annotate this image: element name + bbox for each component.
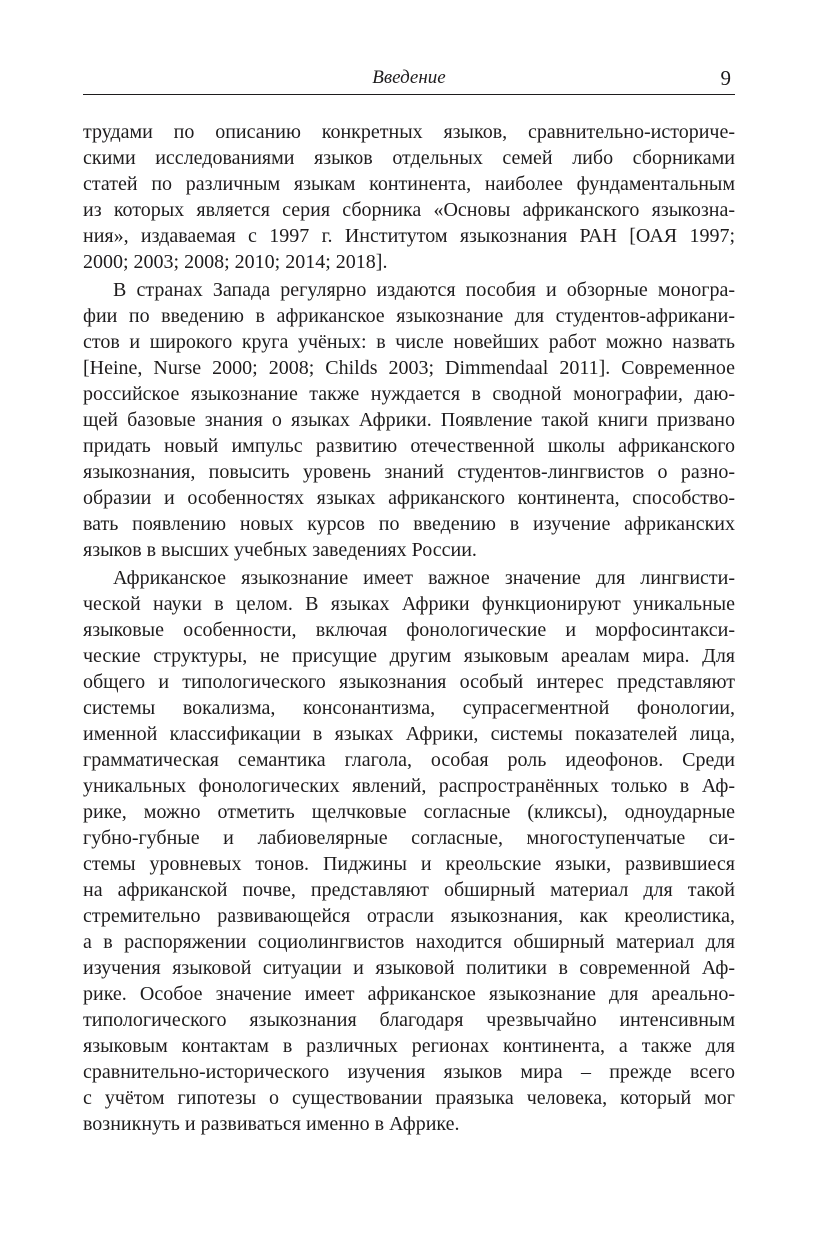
- text-line: а в распоряжении социолингвистов находится обширный материал для: [83, 931, 735, 953]
- text-line: Африканское языкознание имеет важное значение для лингвисти-: [113, 567, 735, 589]
- text-line: [Heine, Nurse 2000; 2008; Childs 2003; Dimmendaal 2011]. Современное: [83, 357, 735, 379]
- text-line: языков в высших учебных заведениях России.: [83, 539, 477, 561]
- page-number: 9: [720, 66, 731, 90]
- header-rule: [83, 94, 735, 95]
- body-text: [83, 119, 735, 1137]
- text-line: из которых является серия сборника «Основы африканского языкозна-: [83, 199, 735, 221]
- text-line: на африканской почве, представляют обширный материал для такой: [83, 879, 735, 901]
- text-line: стремительно развивающейся отрасли языкознания, как креолистика,: [83, 905, 735, 927]
- text-line: грамматическая семантика глагола, особая роль идеофонов. Среди: [83, 749, 735, 771]
- text-line: стемы уровневых тонов. Пиджины и креольские языки, развившиеся: [83, 853, 735, 875]
- text-line: В странах Запада регулярно издаются пособия и обзорные моногра-: [113, 279, 735, 301]
- text-line: вать появлению новых курсов по введению в изучение африканских: [83, 513, 735, 535]
- text-line: статей по различным языкам континента, наиболее фундаментальным: [83, 173, 735, 195]
- text-line: стов и широкого круга учёных: в числе новейших работ можно назвать: [83, 331, 735, 353]
- text-line: щей базовые знания о языках Африки. Появление такой книги призвано: [83, 409, 735, 431]
- text-line: языковые особенности, включая фонологические и морфосинтакси-: [83, 619, 735, 641]
- text-line: изучения языковой ситуации и языковой политики в современной Аф-: [83, 957, 735, 979]
- text-line: губно-губные и лабиовелярные согласные, многоступенчатые си-: [83, 827, 735, 849]
- text-line: типологического языкознания благодаря чрезвычайно интенсивным: [83, 1009, 735, 1031]
- text-line: рике. Особое значение имеет африканское языкознание для ареально-: [83, 983, 735, 1005]
- paragraph-1: [83, 119, 735, 275]
- text-line: скими исследованиями языков отдельных семей либо сборниками: [83, 147, 735, 169]
- text-line: именной классификации в языках Африки, системы показателей лица,: [83, 723, 735, 745]
- text-line: сравнительно-исторического изучения языков мира – прежде всего: [83, 1061, 735, 1083]
- text-line: российское языкознание также нуждается в сводной монографии, даю-: [83, 383, 735, 405]
- text-line: трудами по описанию конкретных языков, сравнительно-историче-: [83, 121, 735, 143]
- text-line: уникальных фонологических явлений, распространённых только в Аф-: [83, 775, 735, 797]
- text-line: языковым контактам в различных регионах континента, а также для: [83, 1035, 735, 1057]
- text-line: возникнуть и развиваться именно в Африке.: [83, 1113, 460, 1135]
- paragraph-2: [83, 277, 735, 563]
- text-line: 2000; 2003; 2008; 2010; 2014; 2018].: [83, 251, 388, 273]
- text-line: языкознания, повысить уровень знаний студентов-лингвистов о разно-: [83, 461, 735, 483]
- text-line: фии по введению в африканское языкознание для студентов-африкани-: [83, 305, 735, 327]
- running-title: Введение: [372, 67, 446, 88]
- text-line: образии и особенностях языках африканского континента, способство-: [83, 487, 735, 509]
- text-line: ния», издаваемая с 1997 г. Институтом языкознания РАН [ОАЯ 1997;: [83, 225, 735, 247]
- paragraph-3: [83, 565, 735, 1137]
- text-line: ческой науки в целом. В языках Африки функционируют уникальные: [83, 593, 735, 615]
- text-line: с учётом гипотезы о существовании праязыка человека, который мог: [83, 1087, 735, 1109]
- text-line: ческие структуры, не присущие другим языковым ареалам мира. Для: [83, 645, 735, 667]
- text-line: системы вокализма, консонантизма, супрасегментной фонологии,: [83, 697, 735, 719]
- text-line: придать новый импульс развитию отечественной школы африканского: [83, 435, 735, 457]
- text-line: общего и типологического языкознания особый интерес представляют: [83, 671, 735, 693]
- running-head: [83, 64, 735, 92]
- text-line: рике, можно отметить щелчковые согласные (кликсы), одноударные: [83, 801, 735, 823]
